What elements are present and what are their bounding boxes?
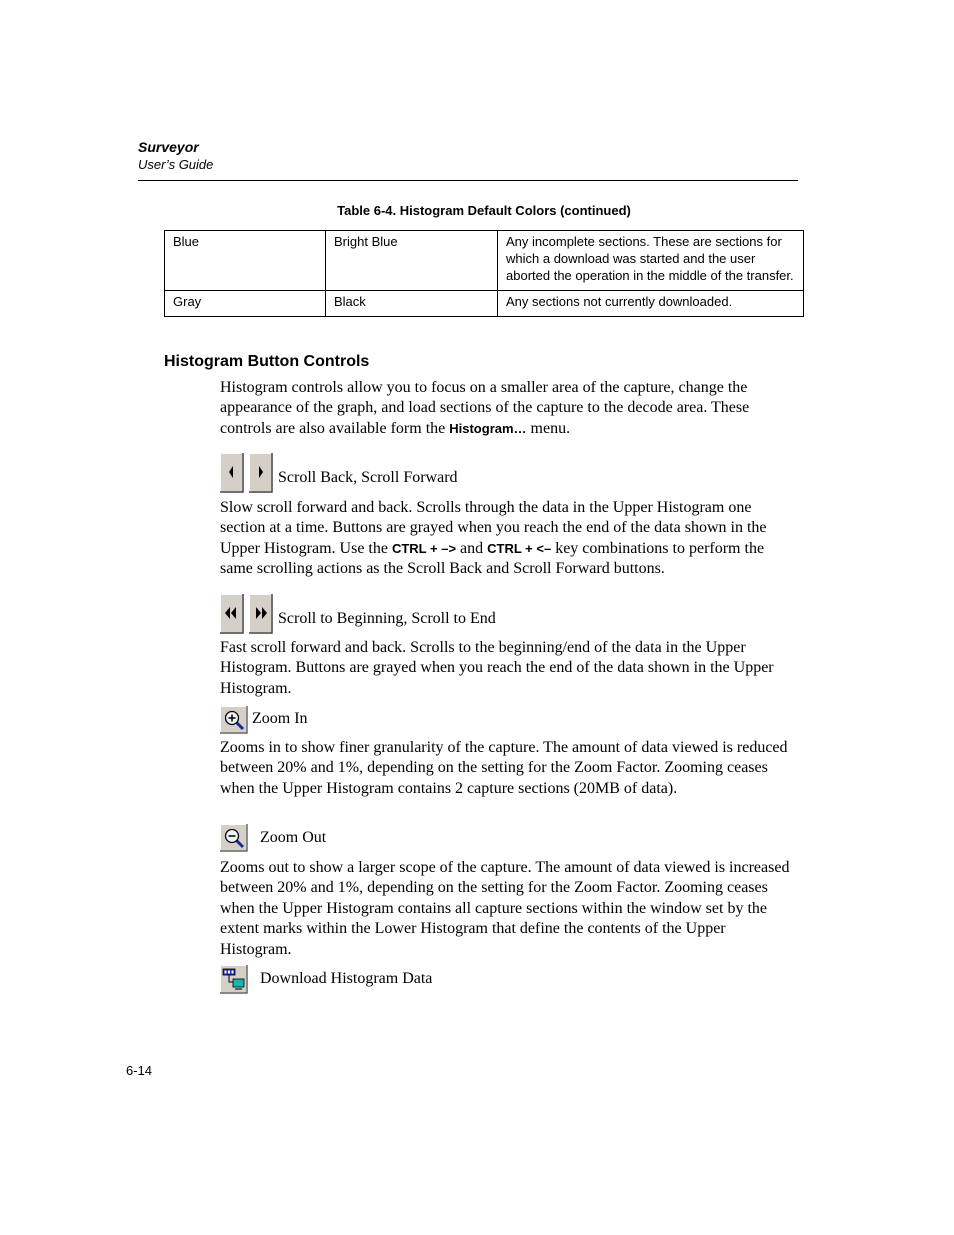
zoom-out-icon — [220, 824, 248, 852]
download-histogram-icon — [220, 965, 248, 994]
intro-text-end: menu. — [526, 419, 571, 437]
header-rule — [138, 180, 798, 181]
table-caption: Table 6-4. Histogram Default Colors (continued) — [337, 203, 631, 218]
scroll-back-icon — [220, 453, 244, 493]
section-title: Histogram Button Controls — [164, 353, 370, 370]
page-number: 6-14 — [126, 1063, 153, 1078]
scroll-description — [220, 498, 800, 580]
scroll-back-forward-label: Scroll Back, Scroll Forward — [278, 469, 458, 486]
scroll-forward-icon — [249, 453, 273, 493]
table-row — [165, 291, 804, 317]
table-cell: Black — [326, 291, 498, 317]
table-cell: Blue — [165, 231, 326, 291]
download-histogram-label: Download Histogram Data — [260, 970, 433, 987]
ctrl-left-key: CTRL + <– — [487, 540, 552, 556]
scroll-beginning-end-label: Scroll to Beginning, Scroll to End — [278, 610, 496, 627]
table-row — [165, 231, 804, 291]
zoom-in-label: Zoom In — [252, 710, 308, 727]
scroll-to-end-icon — [249, 594, 273, 634]
zoom-in-description: Zooms in to show finer granularity of the capture. The amount of data viewed is reduced between 20% and 1%, depending on the setting for the Zoom Factor. Zooming ceases when the Upper Histogram contains 2 capture sections (20MB of data). — [220, 739, 788, 797]
scroll-desc-and: and — [456, 539, 488, 557]
table-cell: Any sections not currently downloaded. — [498, 291, 804, 317]
scroll-ends-description: Fast scroll forward and back. Scrolls to the beginning/end of the data in the Upper Histogram. Buttons are grayed when you reach the end of the data shown in the Upper Histogram. — [220, 639, 774, 697]
table-cell: Gray — [165, 291, 326, 317]
zoom-out-description: Zooms out to show a larger scope of the capture. The amount of data viewed is increased between 20% and 1%, depending on the setting for the Zoom Factor. Zooming ceases when the Upper Histogram contains all capture sections within the window set by the extent marks within the Lower Histogram that define the contents of the Upper Histogram. — [220, 859, 790, 958]
scroll-desc-end: key combinations to perform the same scrolling actions as the Scroll Back and Scroll Forward buttons. — [220, 539, 765, 578]
ctrl-right-key: CTRL + –> — [391, 540, 457, 556]
histogram-menu-name: Histogram… — [449, 420, 527, 436]
histogram-colors-table — [164, 230, 804, 317]
scroll-to-beginning-icon — [220, 594, 244, 634]
zoom-in-icon — [220, 706, 248, 734]
running-header-subtitle: User’s Guide — [138, 157, 214, 172]
running-header-title: Surveyor — [138, 139, 199, 155]
intro-paragraph — [220, 378, 800, 439]
intro-text: Histogram controls allow you to focus on a smaller area of the capture, change the appearance of the graph, and load sections of the capture to the decode area. These controls are also available form the — [220, 379, 750, 437]
table-cell: Bright Blue — [326, 231, 498, 291]
zoom-out-label: Zoom Out — [260, 829, 327, 846]
table-cell: Any incomplete sections. These are sections for which a download was started and the user aborted the operation in the middle of the transfer. — [498, 231, 804, 291]
scroll-desc-text: Slow scroll forward and back. Scrolls through the data in the Upper Histogram one section at a time. Buttons are grayed when you reach the end of the data shown in the Upper Histogram. Use the — [220, 499, 767, 557]
